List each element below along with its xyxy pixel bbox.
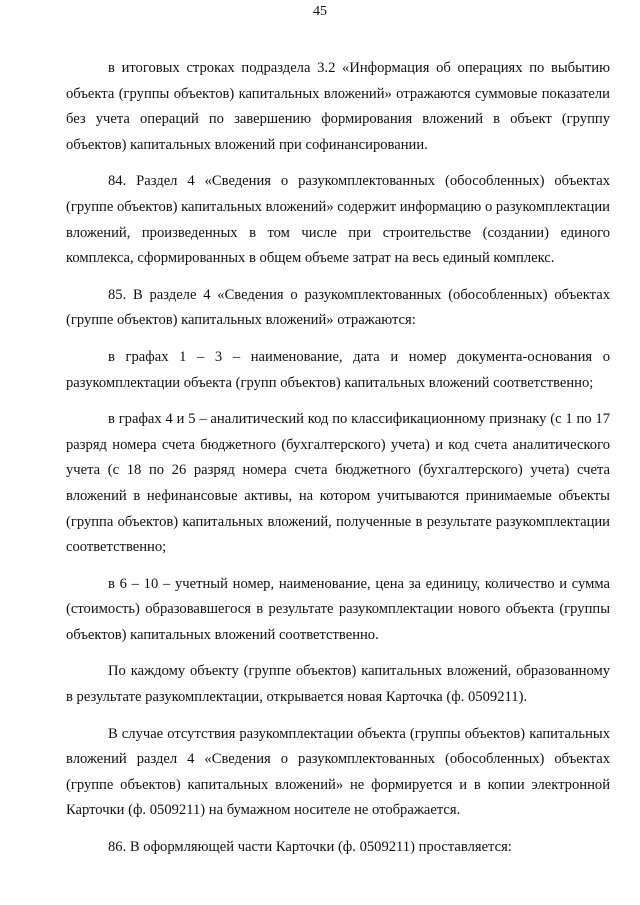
paragraph-86: 86. В оформляющей части Карточки (ф. 0509211) проставляется: xyxy=(108,839,512,856)
paragraph-84: 84. Раздел 4 «Сведения о разукомплектованных (обособленных) объектах (группе объектов) капитальных вложений» содержит информацию о разукомплектации вложений, произведенных в том числе при строительстве (создании) единого комплекса, сформированных в общем объеме затрат на весь единый комплекс. xyxy=(66,173,610,267)
paragraph-no-disassembly: В случае отсутствия разукомплектации объекта (группы объектов) капитальных вложений раздел 4 «Сведения о разукомплектованных (обособленных) объектах (группе объектов) капитальных вложений» не формируется и в копии электронной Карточки (ф. 0509211) на бумажном носителе не отображается. xyxy=(66,725,610,819)
paragraph-columns-1-3: в графах 1 – 3 – наименование, дата и номер документа-основания о разукомплектации объекта (групп объектов) капитальных вложений соответственно; xyxy=(66,348,610,391)
page-number: 45 xyxy=(313,4,327,19)
paragraph-85: 85. В разделе 4 «Сведения о разукомплектованных (обособленных) объектах (группе объектов) капитальных вложений» отражаются: xyxy=(66,286,610,329)
paragraph-new-card: По каждому объекту (группе объектов) капитальных вложений, образованному в результате разукомплектации, открывается новая Карточка (ф. 0509211). xyxy=(66,663,610,706)
document-body xyxy=(66,56,610,861)
paragraph-continuation-3-2: в итоговых строках подраздела 3.2 «Информация об операциях по выбытию объекта (группы объектов) капитальных вложений» отражаются суммовые показатели без учета операций по завершению формирования вложений в объект (группу объектов) капитальных вложений при софинансировании. xyxy=(66,60,610,153)
paragraph-columns-4-5: в графах 4 и 5 – аналитический код по классификационному признаку (с 1 по 17 разряд номера счета бюджетного (бухгалтерского) учета) и код счета аналитического учета (с 18 по 26 разряд номера счета бюджетного (бухгалтерского) учета) счета вложений в нефинансовые активы, на котором учитываются принимаемые объекты (группа объектов) капитальных вложений, полученные в результате разукомплектации соответственно; xyxy=(66,411,610,556)
paragraph-columns-6-10: в 6 – 10 – учетный номер, наименование, цена за единицу, количество и сумма (стоимость) образовавшегося в результате разукомплектации нового объекта (группы объектов) капитальных вложений соответственно. xyxy=(66,575,610,643)
